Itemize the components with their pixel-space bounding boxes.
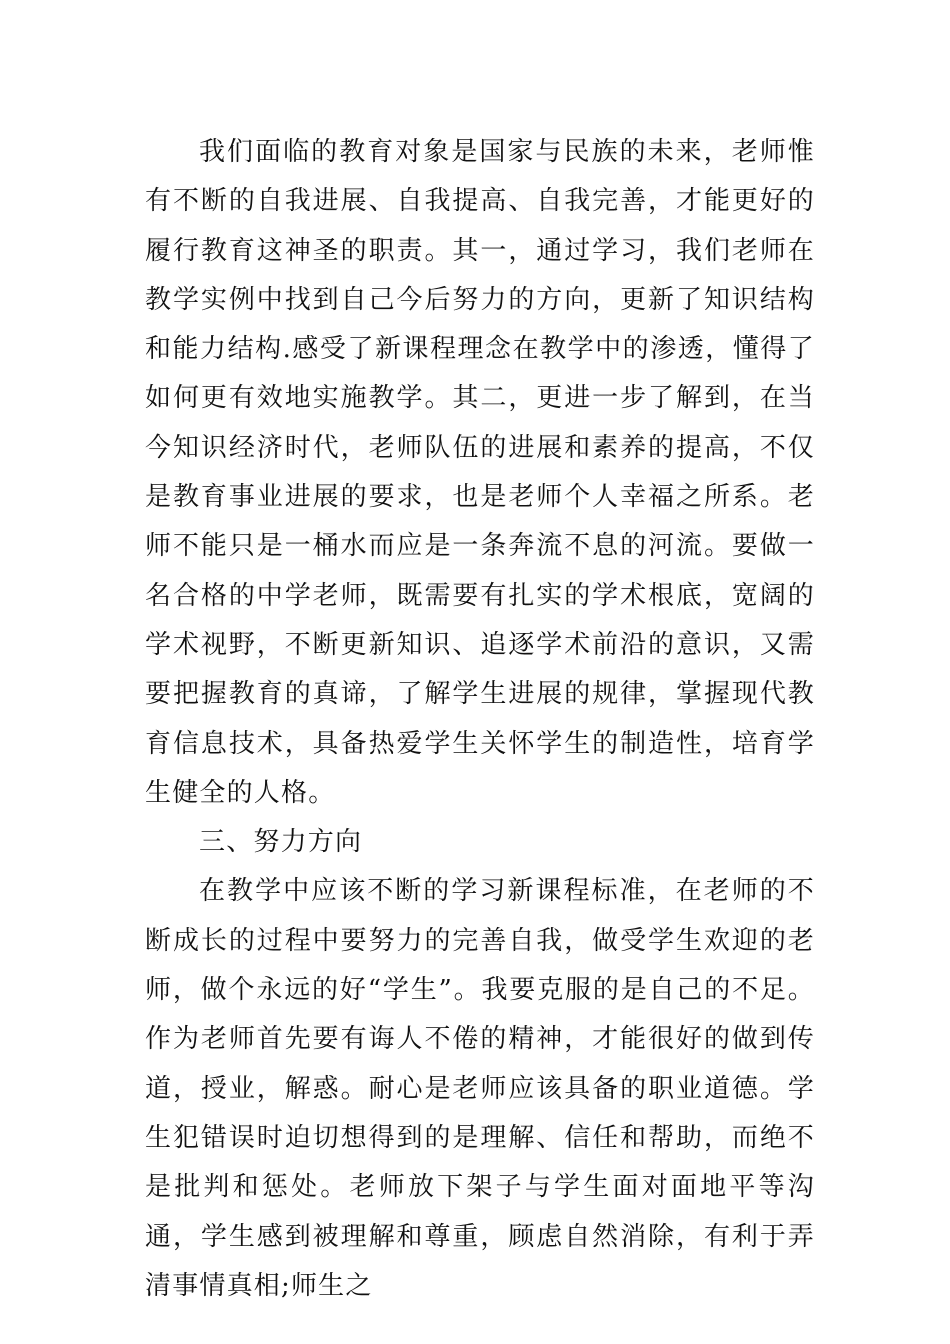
body-paragraph-1: 我们面临的教育对象是国家与民族的未来，老师惟有不断的自我进展、自我提高、自我完善，才能更好的履行教育这神圣的职责。其一，通过学习，我们老师在教学实例中找到自己今后努力的方向，更新了知识结构和能力结构.感受了新课程理念在教学中的渗透，懂得了如何更有效地实施教学。其二，更进一步了解到，在当今知识经济时代，老师队伍的进展和素养的提高，不仅是教育事业进展的要求，也是老师个人幸福之所系。老师不能只是一桶水而应是一条奔流不息的河流。要做一名合格的中学老师，既需要有扎实的学术根底，宽阔的学术视野，不断更新知识、追逐学术前沿的意识，又需要把握教育的真谛，了解学生进展的规律，掌握现代教育信息技术，具备热爱学生关怀学生的制造性，培育学生健全的人格。 xyxy=(145,137,815,808)
body-paragraph-2: 在教学中应该不断的学习新课程标准，在老师的不断成长的过程中要努力的完善自我，做受学生欢迎的老师，做个永远的好“学生”。我要克服的是自己的不足。作为老师首先要有诲人不倦的精神，才能很好的做到传道，授业，解惑。耐心是老师应该具备的职业道德。学生犯错误时迫切想得到的是理解、信任和帮助，而绝不是批判和惩处。老师放下架子与学生面对面地平等沟通，学生感到被理解和尊重，顾虑自然消除，有利于弄清事情真相;师生之 xyxy=(145,876,815,1301)
document-body xyxy=(145,128,815,1311)
section-heading: 三、努力方向 xyxy=(199,827,363,858)
